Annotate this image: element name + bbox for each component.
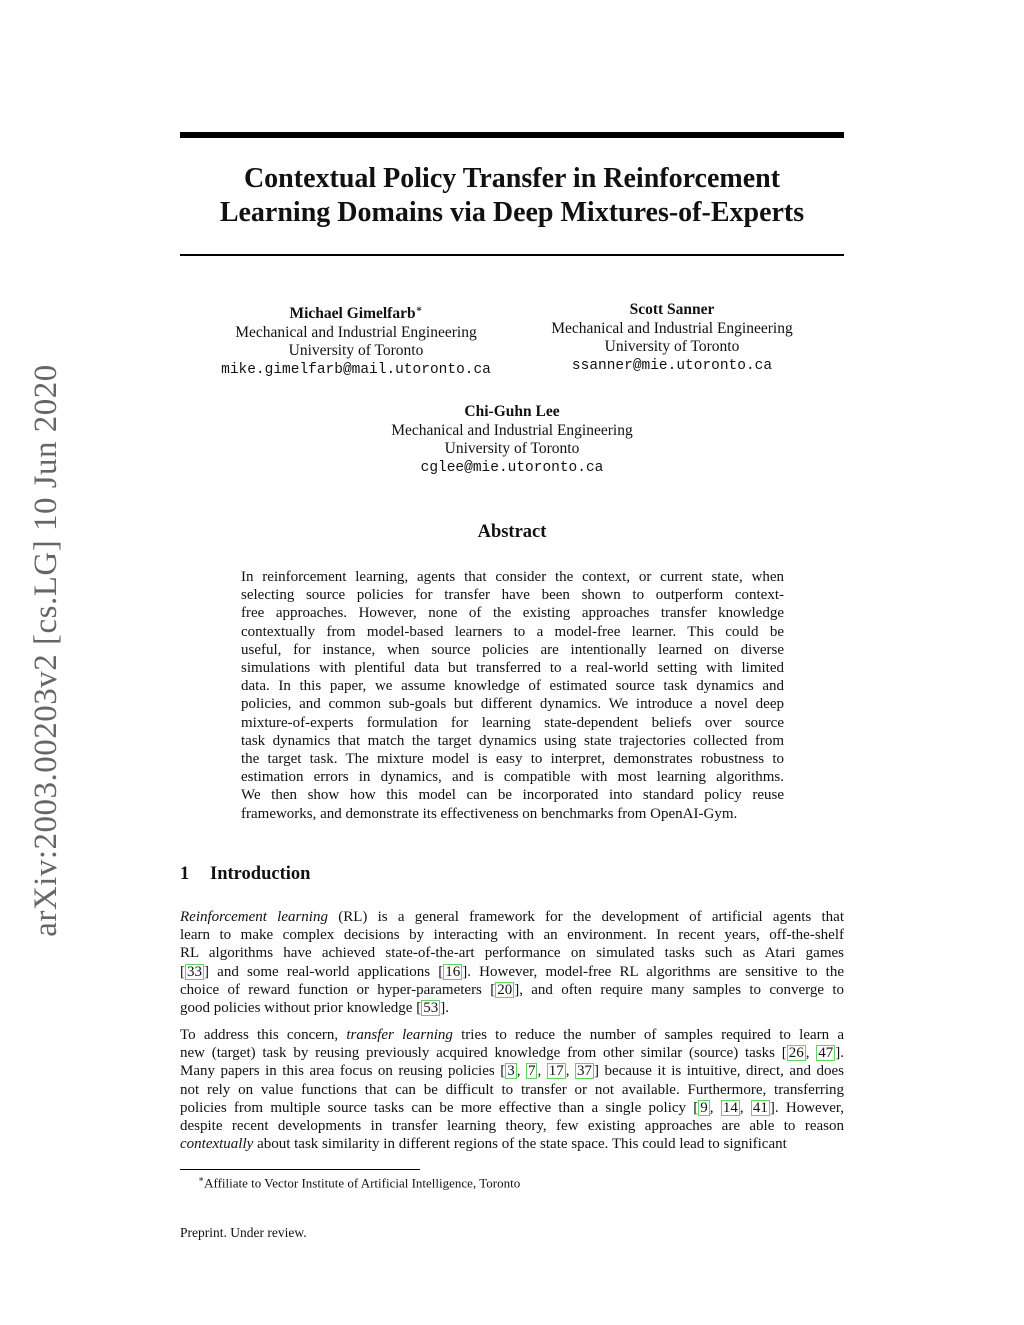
citation-link[interactable]: 7 bbox=[527, 1063, 536, 1080]
citation-link[interactable]: 3 bbox=[507, 1063, 515, 1080]
preprint-notice: Preprint. Under review. bbox=[180, 1225, 307, 1240]
abstract-line: useful, for instance, when source policies are intentionally learned on diverse bbox=[241, 641, 784, 658]
citation-link[interactable]: 37 bbox=[576, 1063, 592, 1080]
text-line: Many papers in this area focus on reusing policies [ 3 , 7 , 17 , 37 ] because it is intuitive, direct, and does bbox=[180, 1063, 845, 1080]
abstract-line: In reinforcement learning, agents that consider the context, or current state, when bbox=[241, 569, 784, 585]
text-line: new (target) task by reusing previously acquired knowledge from other similar (source) tasks [ 26 , 47 ]. bbox=[180, 1045, 845, 1062]
citation-link[interactable]: 17 bbox=[548, 1063, 564, 1080]
author-email: ssanner@mie.utoronto.ca bbox=[571, 357, 773, 374]
title-top-rule bbox=[180, 132, 844, 138]
text-line: Reinforcement learning (RL) is a general framework for the development of artificial agents that bbox=[180, 909, 844, 925]
author-dept: Mechanical and Industrial Engineering bbox=[235, 323, 477, 341]
footnote-mark: ∗ bbox=[198, 1174, 205, 1184]
citation-link[interactable]: 9 bbox=[700, 1099, 708, 1116]
paper-title bbox=[180, 162, 844, 230]
text-line: To address this concern, transfer learning tries to reduce the number of samples required to learn a bbox=[180, 1027, 844, 1043]
author-dept: Mechanical and Industrial Engineering bbox=[551, 319, 793, 337]
text-line: RL algorithms have achieved state-of-the-art performance on simulated tasks such as Atari games bbox=[180, 945, 844, 962]
author-univ: University of Toronto bbox=[604, 338, 740, 355]
abstract-heading: Abstract bbox=[477, 522, 547, 542]
abstract-line: frameworks, and demonstrate its effectiveness on benchmarks from OpenAI-Gym. bbox=[241, 805, 738, 822]
author-block-3 bbox=[362, 403, 662, 477]
abstract-line: free approaches. However, none of the existing approaches transfer knowledge bbox=[241, 605, 784, 622]
author-block-2 bbox=[522, 301, 822, 375]
intro-paragraph-2 bbox=[180, 1026, 844, 1153]
footnote: ∗Affiliate to Vector Institute of Artificial Intelligence, Toronto bbox=[198, 1174, 521, 1191]
title-bottom-rule bbox=[180, 254, 844, 256]
abstract-line: mixture-of-experts formulation for learning state-dependent beliefs over source bbox=[241, 714, 784, 731]
author-name: Scott Sanner bbox=[629, 301, 715, 318]
text-line: policies from multiple source tasks can be more effective than a single policy [ 9 , 14 , 41 ]. However, bbox=[180, 1099, 845, 1116]
arxiv-sidebar bbox=[22, 355, 70, 945]
intro-paragraph-1 bbox=[180, 908, 844, 1017]
author-name: Chi-Guhn Lee bbox=[464, 403, 560, 420]
author-email: mike.gimelfarb@mail.utoronto.ca bbox=[221, 361, 491, 378]
abstract-line: data. In this paper, we assume knowledge of estimated source task dynamics and bbox=[241, 678, 784, 695]
abstract-line: estimation errors in dynamics, and is compatible with most learning algorithms. bbox=[241, 769, 784, 786]
author-block-1 bbox=[206, 301, 506, 379]
footnote-mark: ∗ bbox=[415, 304, 423, 315]
title-line-1: Contextual Policy Transfer in Reinforcement bbox=[243, 163, 781, 194]
section-number: 1 bbox=[180, 864, 190, 884]
author-email: cglee@mie.utoronto.ca bbox=[420, 459, 604, 476]
author-dept: Mechanical and Industrial Engineering bbox=[391, 421, 633, 439]
citation-link[interactable]: 26 bbox=[788, 1045, 804, 1062]
abstract-body bbox=[241, 568, 784, 823]
citation-link[interactable]: 41 bbox=[752, 1099, 768, 1116]
footnote-rule bbox=[180, 1169, 420, 1170]
abstract-line: contextually from model-based learners to a model-free learner. This could be bbox=[241, 623, 784, 640]
section-title: Introduction bbox=[210, 864, 311, 884]
section-heading bbox=[180, 864, 310, 885]
abstract-line: We then show how this model can be incorporated into standard policy reuse bbox=[241, 787, 784, 804]
citation-link[interactable]: 20 bbox=[497, 981, 513, 998]
text-line: despite recent developments in transfer learning theory, few existing approaches are able to reason bbox=[180, 1118, 844, 1135]
citation-link[interactable]: 53 bbox=[423, 1000, 439, 1017]
title-line-2: Learning Domains via Deep Mixtures-of-Experts bbox=[219, 197, 805, 228]
text-line: [ 33 ] and some real-world applications [ 16 ]. However, model-free RL algorithms are sensitive to the bbox=[180, 963, 845, 980]
abstract-line: the target task. The mixture model is easy to interpret, demonstrates robustness to bbox=[241, 751, 784, 768]
text-line: not rely on value functions that can be difficult to transfer or not available. Furthermore, transferring bbox=[180, 1081, 844, 1098]
arxiv-identifier: arXiv:2003.00203v2 [cs.LG] 10 Jun 2020 bbox=[27, 363, 64, 937]
author-name: Michael Gimelfarb∗ bbox=[289, 304, 423, 323]
abstract-line: simulations with plentiful data but transferred to a real-world setting with limited bbox=[241, 660, 784, 677]
citation-link[interactable]: 14 bbox=[722, 1099, 738, 1116]
text-line: learn to make complex decisions by interacting with an environment. In recent years, off-the-shelf bbox=[180, 927, 844, 944]
text-line: good policies without prior knowledge [ 53 ]. bbox=[180, 1000, 449, 1017]
citation-link[interactable]: 47 bbox=[818, 1045, 834, 1062]
citation-link[interactable]: 16 bbox=[445, 963, 461, 980]
abstract-line: task dynamics that match the target dynamics using state trajectories collected from bbox=[241, 732, 784, 749]
citation-link[interactable]: 33 bbox=[187, 963, 202, 980]
abstract-line: policies, and common sub-goals but different dynamics. We introduce a novel deep bbox=[241, 696, 784, 713]
text-line: choice of reward function or hyper-parameters [ 20 ], and often require many samples to converge to bbox=[180, 981, 844, 998]
text-line: contextually about task similarity in different regions of the state space. This could lead to significant bbox=[180, 1136, 787, 1153]
abstract-line: selecting source policies for transfer have been shown to outperform context- bbox=[241, 587, 784, 604]
author-univ: University of Toronto bbox=[288, 342, 424, 360]
author-univ: University of Toronto bbox=[444, 440, 580, 457]
